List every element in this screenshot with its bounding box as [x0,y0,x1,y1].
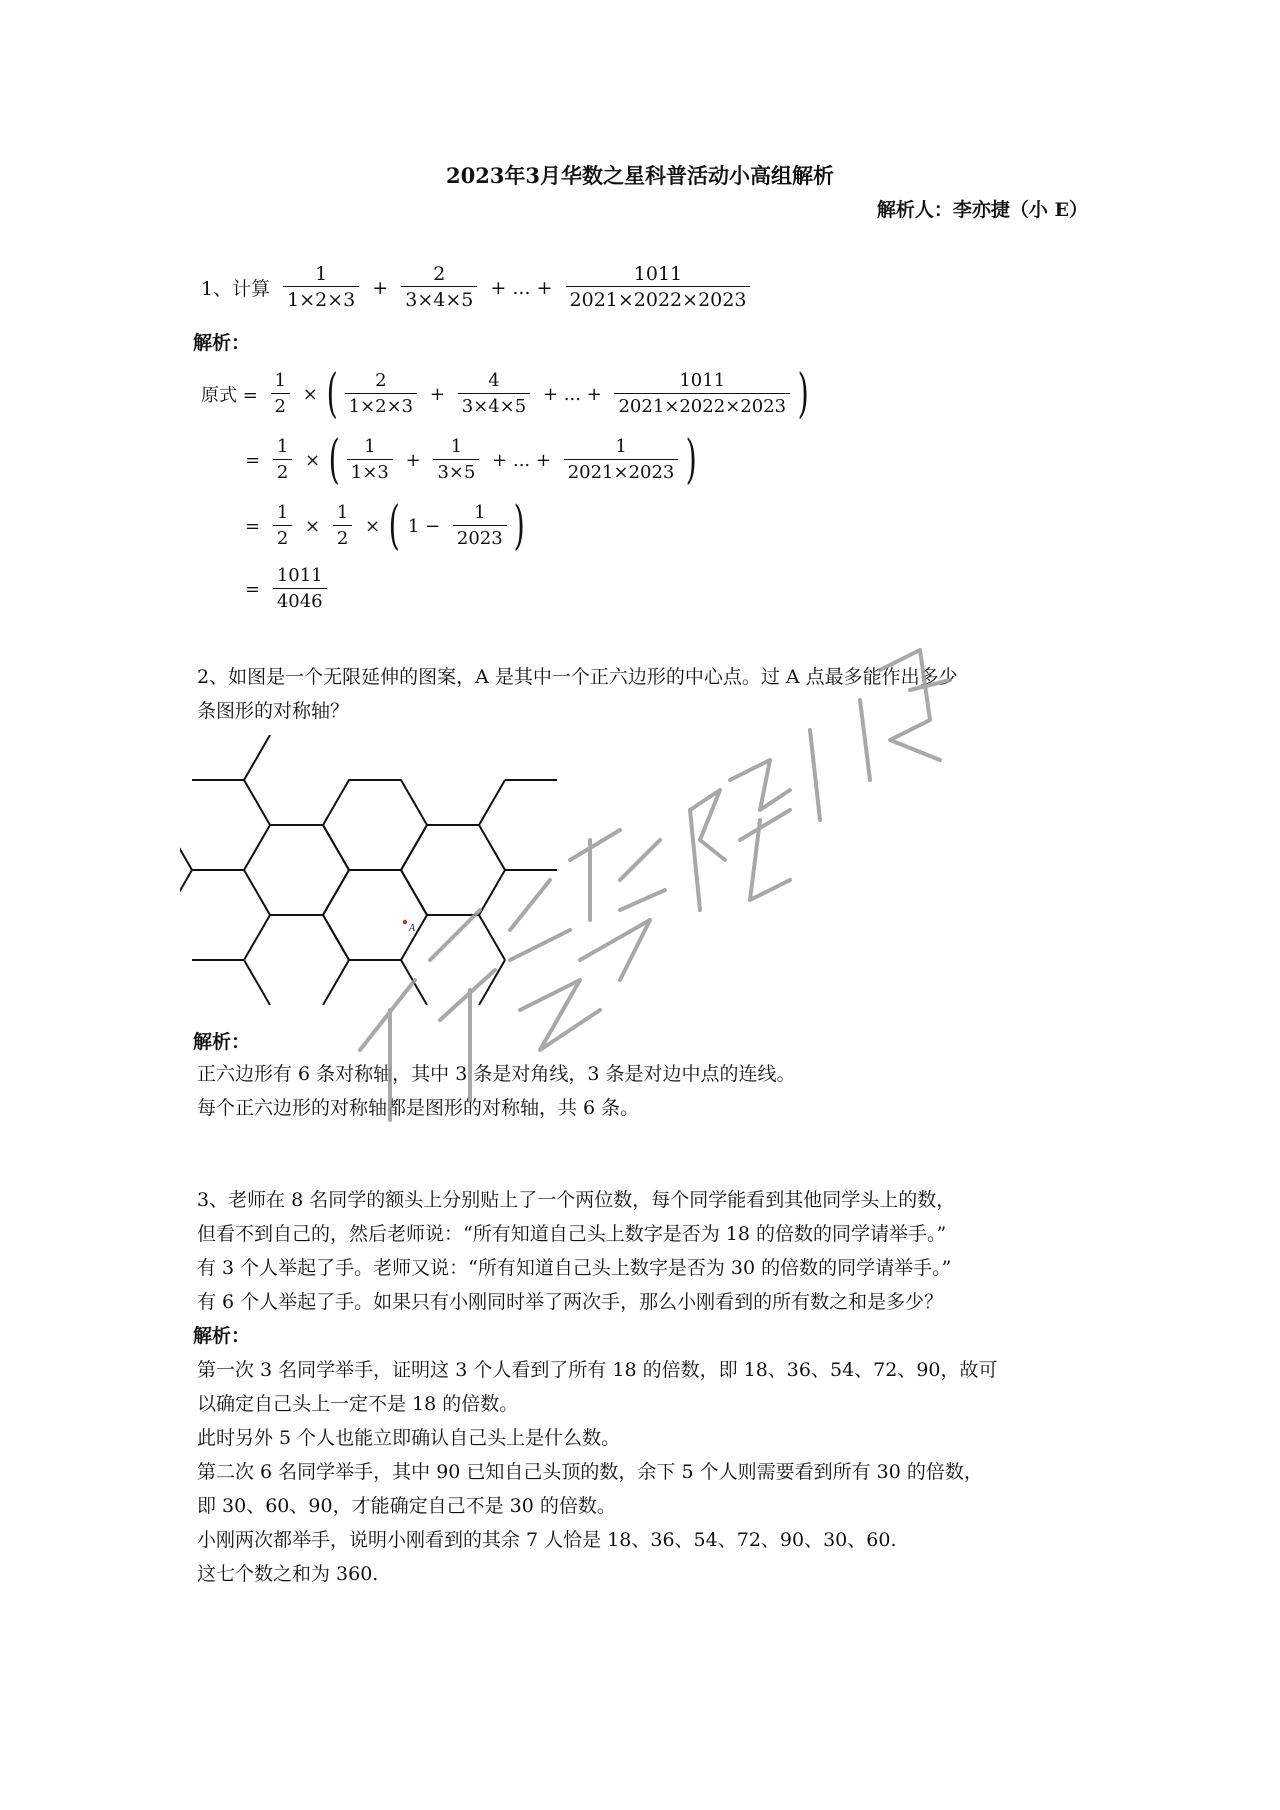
q2-question: 2、如图是一个无限延伸的图案，A 是其中一个正六边形的中心点。过 A 点最多能作出多少 条图形的对称轴？ [197,666,958,722]
q1-question: 1、计算 $\frac{1}{1\times 2\times 3}$ + $\frac{2}{3\times 4\times 5}$ + ... + $\frac{1011}{2021\times 2022\times 2023}$ [197,262,753,313]
q1-frac-1: $\frac{1}{1\times 2\times 3}$ [283,262,359,313]
q1-result: = $\frac{1011}{4046}$ [241,564,330,615]
q3-answer: 第一次 3 名同学举手，证明这 3 个人看到了所有 18 的倍数，即 18、36、54、72、90，故可 以确定自己头上一定不是 18 的倍数。 此时另外 5 个人也能立即确认自己头上是什么数。 第二次 6 名同学举手，其中 90 已知自己头顶的数，余下 5 个人则需要看到所有 30 的倍数， 即 30、60、90，才能确定自己不是 30 的倍数。 小刚两次都举手，说明小刚看到的其余 7 人恰是 18、36、54、72、90、30、60. 这七个数之和为 360. [197,1359,998,1585]
q2-analysis-label: 解析： [193,1031,251,1053]
q1-prompt: 1、计算 [201,278,271,300]
hexagon-figure [180,735,560,1005]
point-a-label: A [409,923,416,934]
author-line: 解析人：李亦捷（小 E） [876,199,1088,221]
q1-step-1: 原式 = $\frac{1}{2}$ × ( $\frac{2}{1\times 2\times 3}$ + $\frac{4}{3\times 4\times 5}$ + ... + $\frac{1011}{2021\times 2022\times 2023}$ ) [201,364,809,424]
q1-frac-3: $\frac{1011}{2021\times 2022\times 2023}$ [566,262,751,313]
q1-frac-2: $\frac{2}{3\times 4\times 5}$ [401,262,477,313]
page-title: 2023年3月华数之星科普活动小高组解析 [445,163,835,188]
q3-question: 3、老师在 8 名同学的额头上分别贴上了一个两位数，每个同学能看到其他同学头上的数， 但看不到自己的，然后老师说：“所有知道自己头上数字是否为 18 的倍数的同学请举手。” 有 3 个人举起了手。老师又说：“所有知道自己头上数字是否为 30 的倍数的同学请举手。” 有 6 个人举起了手。如果只有小刚同时举了两次手，那么小刚看到的所有数之和是多少？ [197,1189,956,1313]
q1-step-3: = $\frac{1}{2}$ × $\frac{1}{2}$ × ( 1 − $\frac{1}{2023}$ ) [245,496,526,556]
q2-answer: 正六边形有 6 条对称轴，其中 3 条是对角线，3 条是对边中点的连线。 每个正六边形的对称轴都是图形的对称轴，共 6 条。 [197,1063,796,1119]
q1-analysis-label: 解析： [193,332,251,354]
center-point-a [403,920,407,924]
q3-analysis-label: 解析： [193,1325,251,1347]
q1-step-2: = $\frac{1}{2}$ × ( $\frac{1}{1\times 3}$ + $\frac{1}{3\times 5}$ + ... + $\frac{1}{2021\times 2023}$ ) [245,430,697,490]
